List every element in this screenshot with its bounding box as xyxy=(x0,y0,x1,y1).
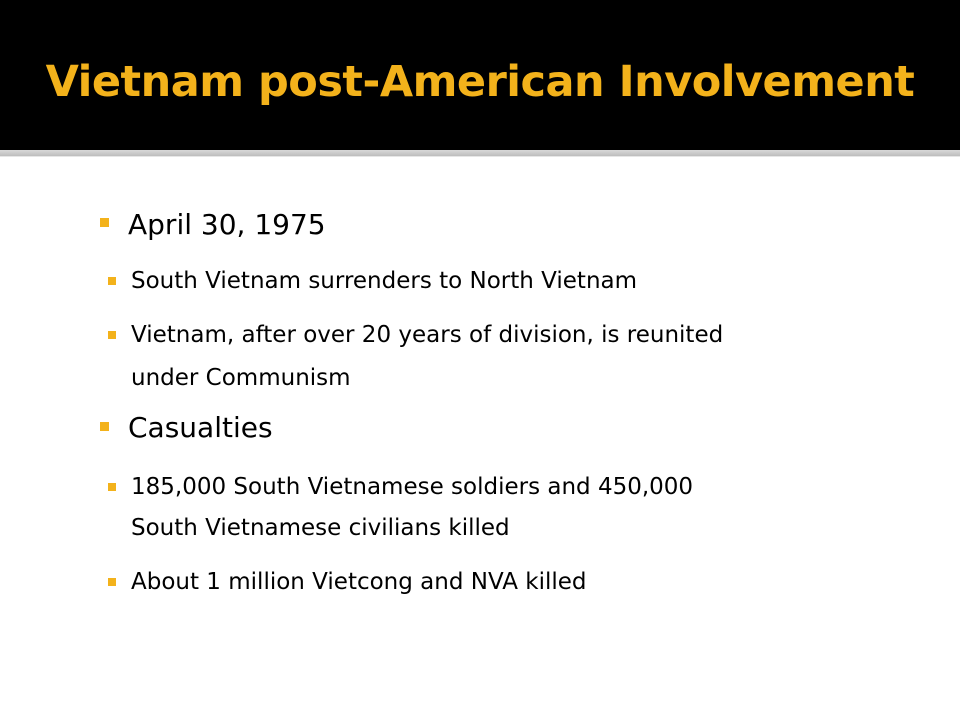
square-bullet-icon xyxy=(108,483,116,491)
bullet-april-30-1975: April 30, 1975 xyxy=(128,208,326,241)
square-bullet-icon xyxy=(108,277,116,285)
sub-bullet-surrender: South Vietnam surrenders to North Vietnam xyxy=(131,268,638,294)
sub-bullet-reunited-line2: under Communism xyxy=(131,365,351,391)
square-bullet-icon xyxy=(100,422,109,431)
sub-bullet-south-casualties-line2: South Vietnamese civilians killed xyxy=(131,515,510,541)
square-bullet-icon xyxy=(100,218,109,227)
bullet-casualties: Casualties xyxy=(128,411,273,444)
square-bullet-icon xyxy=(108,331,116,339)
sub-bullet-vietcong-casualties: About 1 million Vietcong and NVA killed xyxy=(131,569,587,595)
sub-bullet-south-casualties-line1: 185,000 South Vietnamese soldiers and 450,000 xyxy=(131,474,694,500)
sub-bullet-reunited-line1: Vietnam, after over 20 years of division, is reunited xyxy=(131,322,724,348)
slide-title: Vietnam post-American Involvement xyxy=(45,57,915,107)
square-bullet-icon xyxy=(108,578,116,586)
